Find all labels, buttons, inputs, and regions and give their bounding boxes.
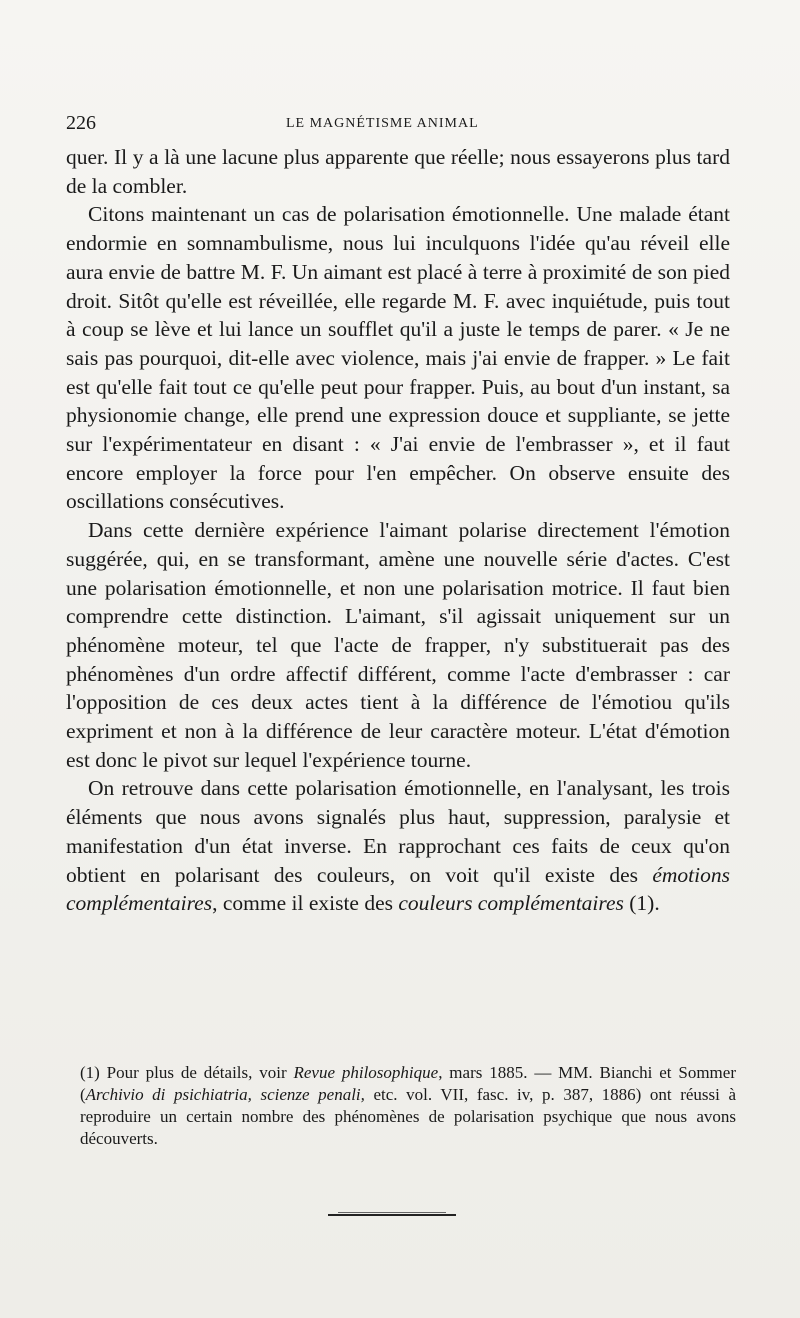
paragraph-emotional-polarisation-case: Citons maintenant un cas de polarisation émotionnelle. Une malade étant endormie en somnambulisme, nous lui inculquons l'idée qu'au réveil elle aura envie de battre M. F. Un aimant est placé à terre à proximité de son pied droit. Sitôt qu'elle est réveillée, elle regarde M. F. avec inquiétude, puis tout à coup se lève et lui lance un soufflet qu'il a juste le temps de parer. « Je ne sais pas pourquoi, dit-elle avec violence, mais j'ai envie de frapper. » Le fait est qu'elle fait tout ce qu'elle peut pour frapper. Puis, au bout d'un instant, sa physionomie change, elle prend une expression douce et suppliante, se jette sur l'expérimentateur en disant : « J'ai envie de l'embrasser », et il faut encore employer la force pour l'en empêcher. On observe ensuite des oscillations consécutives. xyxy=(66,202,730,514)
footnote-reference: (1). xyxy=(623,891,660,916)
paragraph-continuation: quer. Il y a là une lacune plus apparente que réelle; nous essayerons plus tard de la combler. xyxy=(66,145,730,198)
footnote-text xyxy=(80,1062,736,1150)
footnote-italic-revue: Revue philosophique xyxy=(293,1063,439,1082)
footnote-italic-archivio: Archivio di psichiatria, scienze penali, xyxy=(85,1085,365,1104)
end-rule xyxy=(328,1214,456,1216)
body-text xyxy=(66,143,730,918)
paragraph-complementary-emotions xyxy=(66,774,730,918)
page-header xyxy=(66,112,726,142)
footnote-part: , mars 1885. — MM. Bianchi et Sommer ( xyxy=(80,1063,736,1104)
paragraph-distinction: Dans cette dernière expérience l'aimant polarise directement l'émotion suggérée, qui, en se transformant, amène une nouvelle série d'actes. C'est une polarisation émotionnelle, et non une polarisation motrice. Il faut bien comprendre cette distinction. L'aimant, s'il agissait uniquement sur un phénomène moteur, tel que l'acte de frapper, n'y substituerait pas des phénomènes d'un ordre affectif différent, comme l'acte d'embrasser : car l'opposition de ces deux actes tient à la différence de l'émotiou qu'ils expriment et non à la différence de leur caractère moteur. L'état d'émotion est donc le pivot sur lequel l'expérience tourne. xyxy=(66,518,730,772)
italic-emotions-complementaires: émotions complémentaires xyxy=(66,862,730,916)
page-number: 226 xyxy=(66,112,96,134)
paragraph-text: On retrouve dans cette polarisation émotionnelle, en l'analysant, les trois éléments que nous avons signalés plus haut, suppression, paralysie et manifestation d'un état inverse. En rapprochant ces faits de ceux qu'on obtient en polarisant des couleurs, on voit qu'il existe des xyxy=(66,776,730,887)
italic-couleurs-complementaires: couleurs complémentaires xyxy=(398,891,624,916)
paragraph-text: , comme il existe des xyxy=(212,891,399,916)
footnote xyxy=(80,1062,736,1150)
footnote-part: etc. vol. VII, fasc. iv, p. 387, 1886) ont réussi à reproduire un certain nombre des phénomènes de polarisation psychique que nous avons découverts. xyxy=(80,1085,736,1148)
running-head: LE MAGNÉTISME ANIMAL xyxy=(286,116,479,131)
footnote-part: (1) Pour plus de détails, voir xyxy=(80,1063,294,1082)
